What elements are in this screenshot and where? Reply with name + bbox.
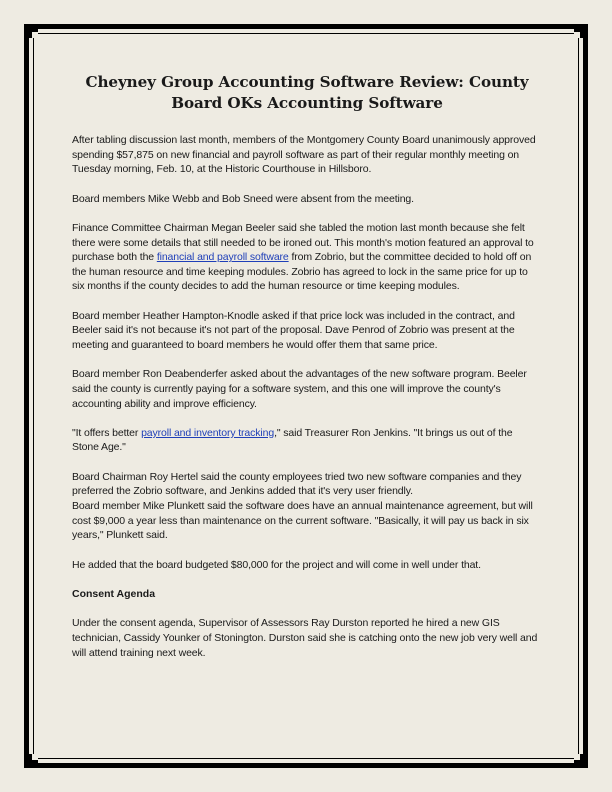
paragraph-consent-agenda: Under the consent agenda, Supervisor of Assessors Ray Durston reported he hired a new GIS technician, Cassidy Younker of Stonington. Durston said she is catching onto the new job very well and will attend training next week.	[72, 617, 538, 659]
border-corner-top-right	[574, 24, 588, 38]
paragraph-text: "It offers better	[72, 426, 142, 439]
section-heading-consent-agenda: Consent Agenda	[72, 588, 156, 601]
article-title: Cheyney Group Accounting Software Review: County Board OKs Accounting Software	[85, 73, 529, 112]
paragraph-text: Finance Committee Chairman Megan Beeler said she tabled the motion last month because she felt there were some details that still needed to be ironed out. This month's motion featured an approval to purchase both the	[72, 221, 534, 264]
paragraph-budget: He added that the board budgeted $80,000 for the project and will come in well under that.	[72, 558, 481, 571]
paragraph-chairman: Board Chairman Roy Hertel said the county employees tried two new software companies and they preferred the Zobrio software, and Jenkins added that it's very user friendly.	[72, 470, 522, 498]
article-body	[72, 72, 542, 675]
paragraph-advantages: Board member Ron Deabenderfer asked about the advantages of the new software program. Beeler said the county is currently paying for a software system, and this one will improve the county's accounting ability and improve efficiency.	[72, 368, 527, 410]
paragraph-text: from Zobrio, but the committee decided to hold off on the human resource and time keeping modules. Zobrio has agreed to lock in the same price for up to six months if the county decides to add the human resource or time keeping modules.	[72, 251, 532, 293]
paragraph-text: ," said Treasurer Ron Jenkins. "It brings us out of the Stone Age."	[72, 426, 513, 454]
financial-payroll-software-link[interactable]: financial and payroll software	[156, 251, 289, 264]
paragraph-intro: After tabling discussion last month, members of the Montgomery County Board unanimously approved spending $57,875 on new financial and payroll software as part of their regular monthly meeting on Tuesday morning, Feb. 10, at the Historic Courthouse in Hillsboro.	[72, 134, 536, 176]
paragraph-treasurer-quote	[72, 426, 542, 455]
paragraph-finance-committee	[72, 221, 542, 294]
paragraph-maintenance: Board member Mike Plunkett said the software does have an annual maintenance agreement, but will cost $9,000 a year less than maintenance on the current software. "Basically, it will pay us back in six years," Plunkett said.	[72, 500, 533, 542]
border-corner-bottom-left	[24, 754, 38, 768]
payroll-inventory-tracking-link[interactable]: payroll and inventory tracking	[141, 426, 275, 439]
border-corner-bottom-right	[574, 754, 588, 768]
border-corner-top-left	[24, 24, 38, 38]
paragraph-price-lock: Board member Heather Hampton-Knodle asked if that price lock was included in the contract, and Beeler said it's not because it's not part of the proposal. Dave Penrod of Zobrio was present at the meeting and guaranteed to board members he would offer them that same price.	[72, 309, 515, 351]
paragraph-absent-members: Board members Mike Webb and Bob Sneed were absent from the meeting.	[72, 192, 414, 205]
